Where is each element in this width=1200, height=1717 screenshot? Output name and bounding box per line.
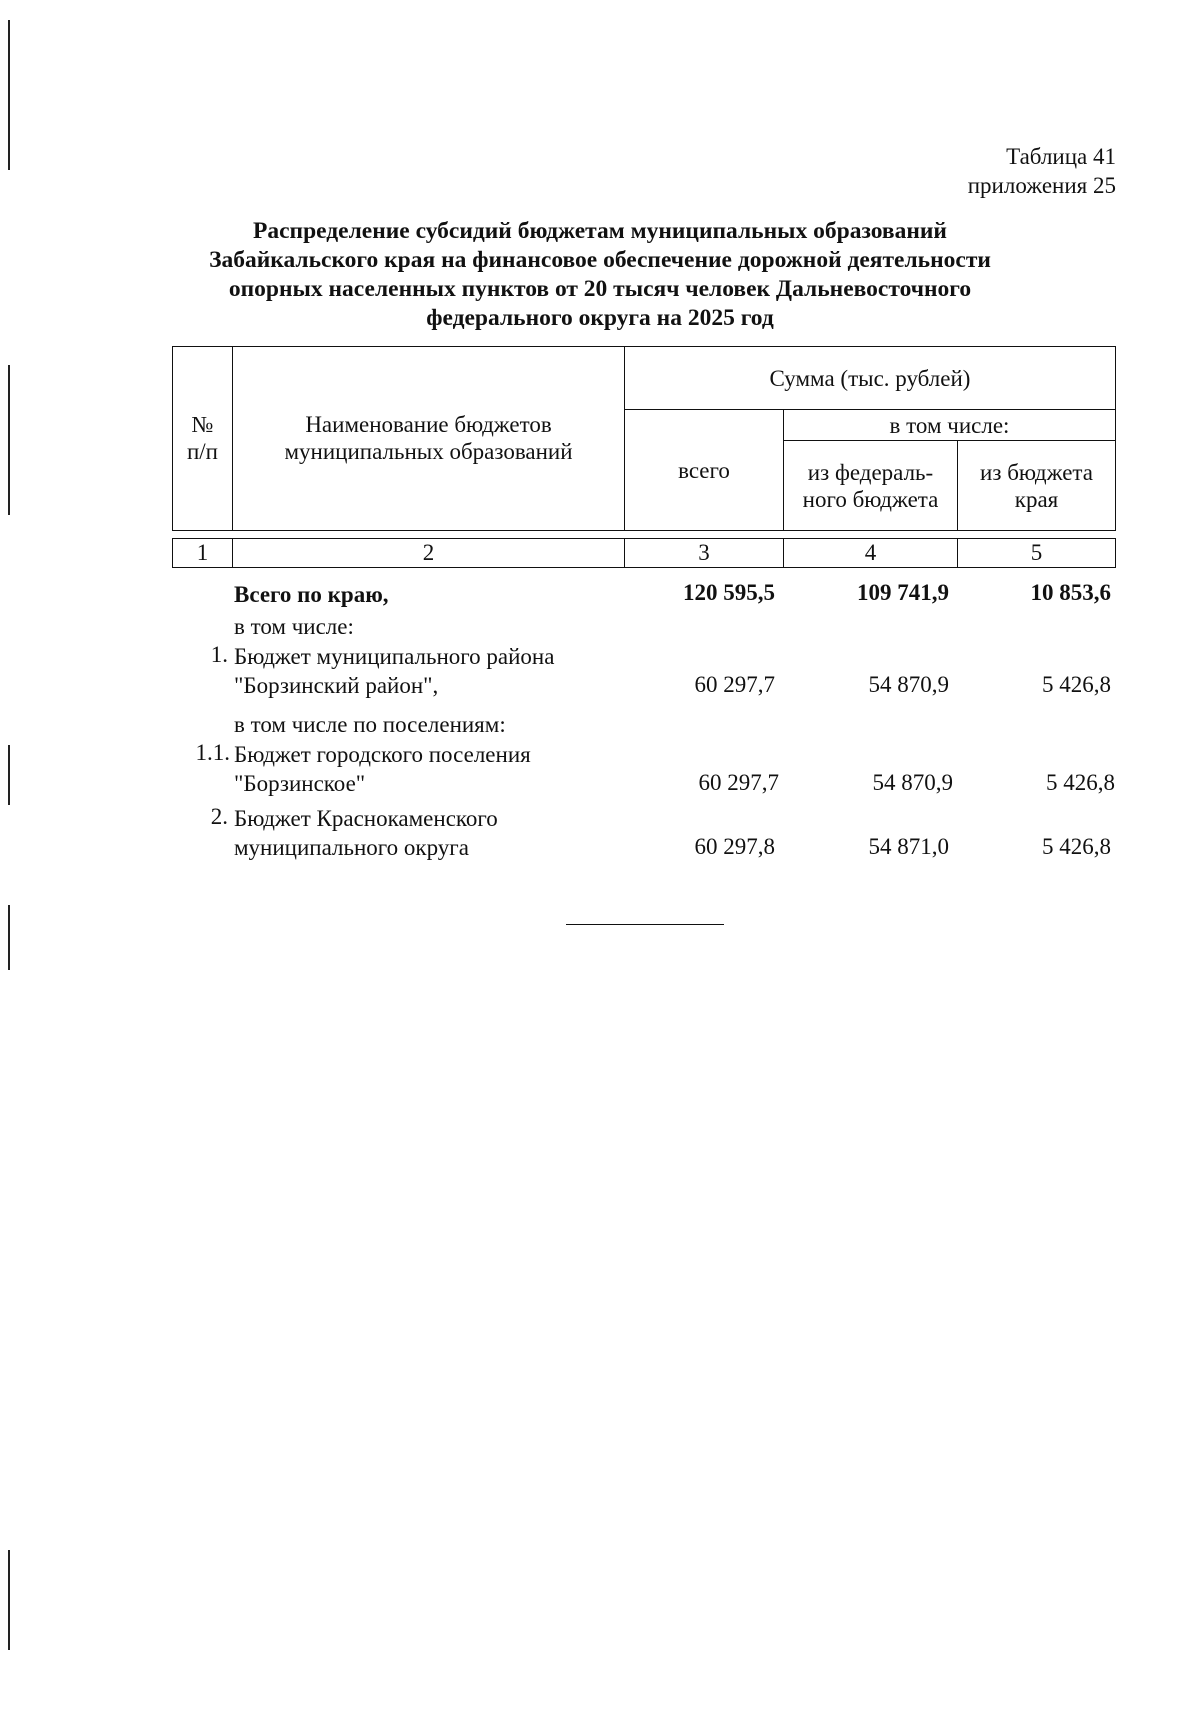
title-line: Распределение субсидий бюджетам муниципальных образований — [253, 218, 947, 244]
column-index: 2 — [233, 539, 625, 568]
column-index: 5 — [958, 539, 1116, 568]
scan-edge-mark — [8, 1550, 10, 1650]
header-num: № п/п — [173, 347, 233, 531]
title-line: опорных населенных пунктов от 20 тысяч человек Дальневосточного — [228, 276, 972, 302]
column-index: 3 — [625, 539, 784, 568]
table-number: Таблица 41 — [1006, 144, 1116, 169]
header-including: в том числе: — [784, 410, 1116, 441]
header-total: всего — [625, 410, 784, 531]
header-sum: Сумма (тыс. рублей) — [625, 347, 1116, 410]
column-index: 4 — [784, 539, 958, 568]
table-reference — [968, 142, 1116, 200]
end-divider — [566, 924, 724, 925]
header-federal: из федераль- ного бюджета — [784, 441, 958, 531]
scan-edge-mark — [8, 20, 10, 170]
header-name: Наименование бюджетов муниципальных образований — [233, 347, 625, 531]
column-index-row — [172, 538, 1116, 568]
document-page: Таблица 41 приложения 25 Распределение субсидий бюджетам муниципальных образований Забайкальского края на финансовое обеспечение дорожной деятельности опорных населенных пунктов от 20 тысяч человек Дальневосточного федерального округа на 2025 год № п/п Наименование бюджетов муниципальных образований Сумма (тыс. рублей) всего в том числе: из федераль- ного бюджета из бюджета края 1 2 3 4 5 Всего по краю, 120 595,5 109 741,9 10 853,6 в том числе: 1. Бюджет муниципального района "Борзинский район", 60 297,7 54 870,9 5 426,8 в том числе по поселениям: 1.1. Бюджет городского поселения "Борзинское" 60 297,7 54 870,9 5 426,8 2. Бюджет Краснокаменского муниципального округа 60 297,8 54 871,0 5 426,8 — [0, 0, 1200, 1717]
document-title — [170, 217, 1030, 333]
column-index: 1 — [173, 539, 233, 568]
table-header — [172, 346, 1116, 531]
title-line: федерального округа на 2025 год — [426, 305, 774, 331]
appendix-number: приложения 25 — [967, 173, 1116, 198]
scan-edge-mark — [8, 745, 10, 805]
scan-edge-mark — [8, 365, 10, 515]
header-regional: из бюджета края — [958, 441, 1116, 531]
scan-edge-mark — [8, 905, 10, 970]
title-line: Забайкальского края на финансовое обеспечение дорожной деятельности — [209, 247, 991, 273]
